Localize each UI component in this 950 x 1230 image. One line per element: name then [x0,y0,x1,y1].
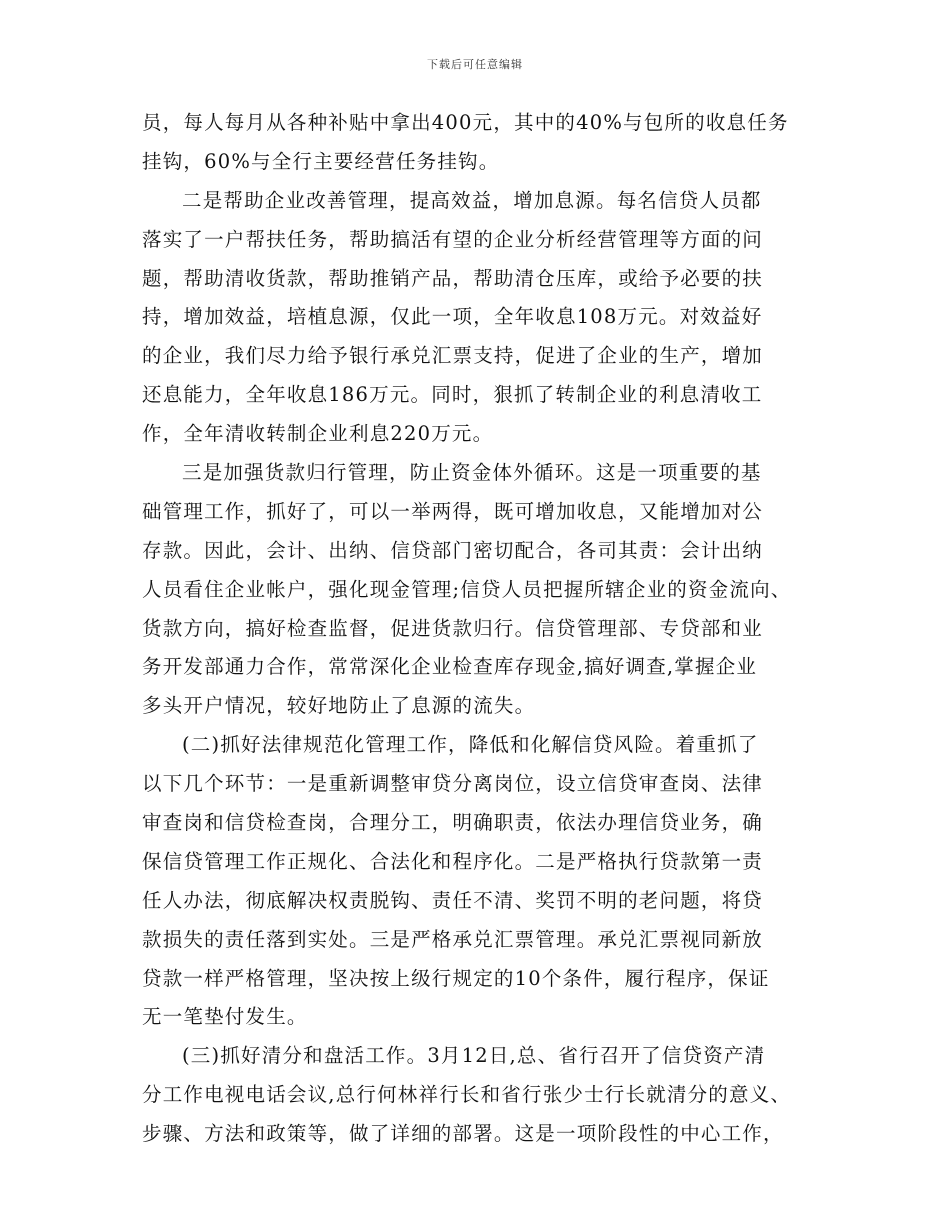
text-line: 存款。因此，会计、出纳、信贷部门密切配合，各司其责：会计出纳 [142,538,764,562]
text-line: 贷款一样严格管理，坚决按上级行规定的10个条件，履行程序，保证 [142,966,770,990]
text-line: 以下几个环节：一是重新调整审贷分离岗位，设立信贷审查岗、法律 [142,772,764,796]
text-line: 题，帮助清收货款，帮助推销产品，帮助清仓压库，或给予必要的扶 [142,266,764,290]
text-line: 持，增加效益，培植息源，仅此一项，全年收息108万元。对效益好 [142,305,763,329]
text-line: 分工作电视电话会议,总行何林祥行长和省行张少士行长就清分的意义、 [142,1083,792,1107]
text-line: 础管理工作，抓好了，可以一举两得，既可增加收息，又能增加对公 [142,499,764,523]
text-line: 人员看住企业帐户，强化现金管理;信贷人员把握所辖企业的资金流向、 [142,577,792,601]
document-body [142,104,812,1154]
text-line: 多头开户情况，较好地防止了息源的流失。 [142,694,536,718]
paragraph-first-line: (三)抓好清分和盘活工作。3月12日,总、省行召开了信贷资产清 [182,1044,766,1068]
text-line: 员，每人每月从各种补贴中拿出400元，其中的40%与包所的收息任务 [142,111,789,134]
paragraph-first-line: 二是帮助企业改善管理，提高效益，增加息源。每名信贷人员都 [182,188,762,212]
paragraph-first-line: (二)抓好法律规范化管理工作，降低和化解信贷风险。着重抓了 [182,733,759,757]
paragraph-first-line: 三是加强货款归行管理，防止资金体外循环。这是一项重要的基 [182,461,762,485]
text-line: 还息能力，全年收息186万元。同时，狠抓了转制企业的利息清收工 [142,383,763,407]
page-header: 下载后可任意编辑 [427,58,523,71]
text-line: 任人办法，彻底解决权责脱钩、责任不清、奖罚不明的老问题，将贷 [142,888,764,912]
text-line: 步骤、方法和政策等，做了详细的部署。这是一项阶段性的中心工作， [142,1122,784,1146]
text-line: 审查岗和信贷检查岗，合理分工，明确职责，依法办理信贷业务，确 [142,811,764,835]
text-line: 无一笔垫付发生。 [142,1005,308,1029]
text-line: 保信贷管理工作正规化、合法化和程序化。二是严格执行贷款第一责 [142,849,764,873]
text-line: 货款方向，搞好检查监督，促进货款归行。信贷管理部、专贷部和业 [142,616,764,640]
text-line: 挂钩，60%与全行主要经营任务挂钩。 [142,149,500,173]
text-line: 款损失的责任落到实处。三是严格承兑汇票管理。承兑汇票视同新放 [142,927,764,951]
text-line: 落实了一户帮扶任务，帮助搞活有望的企业分析经营管理等方面的问 [142,227,764,251]
text-line: 的企业，我们尽力给予银行承兑汇票支持，促进了企业的生产，增加 [142,344,764,368]
text-line: 作，全年清收转制企业利息220万元。 [142,422,494,446]
text-line: 务开发部通力合作，常常深化企业检查库存现金,搞好调查,掌握企业 [142,655,758,679]
